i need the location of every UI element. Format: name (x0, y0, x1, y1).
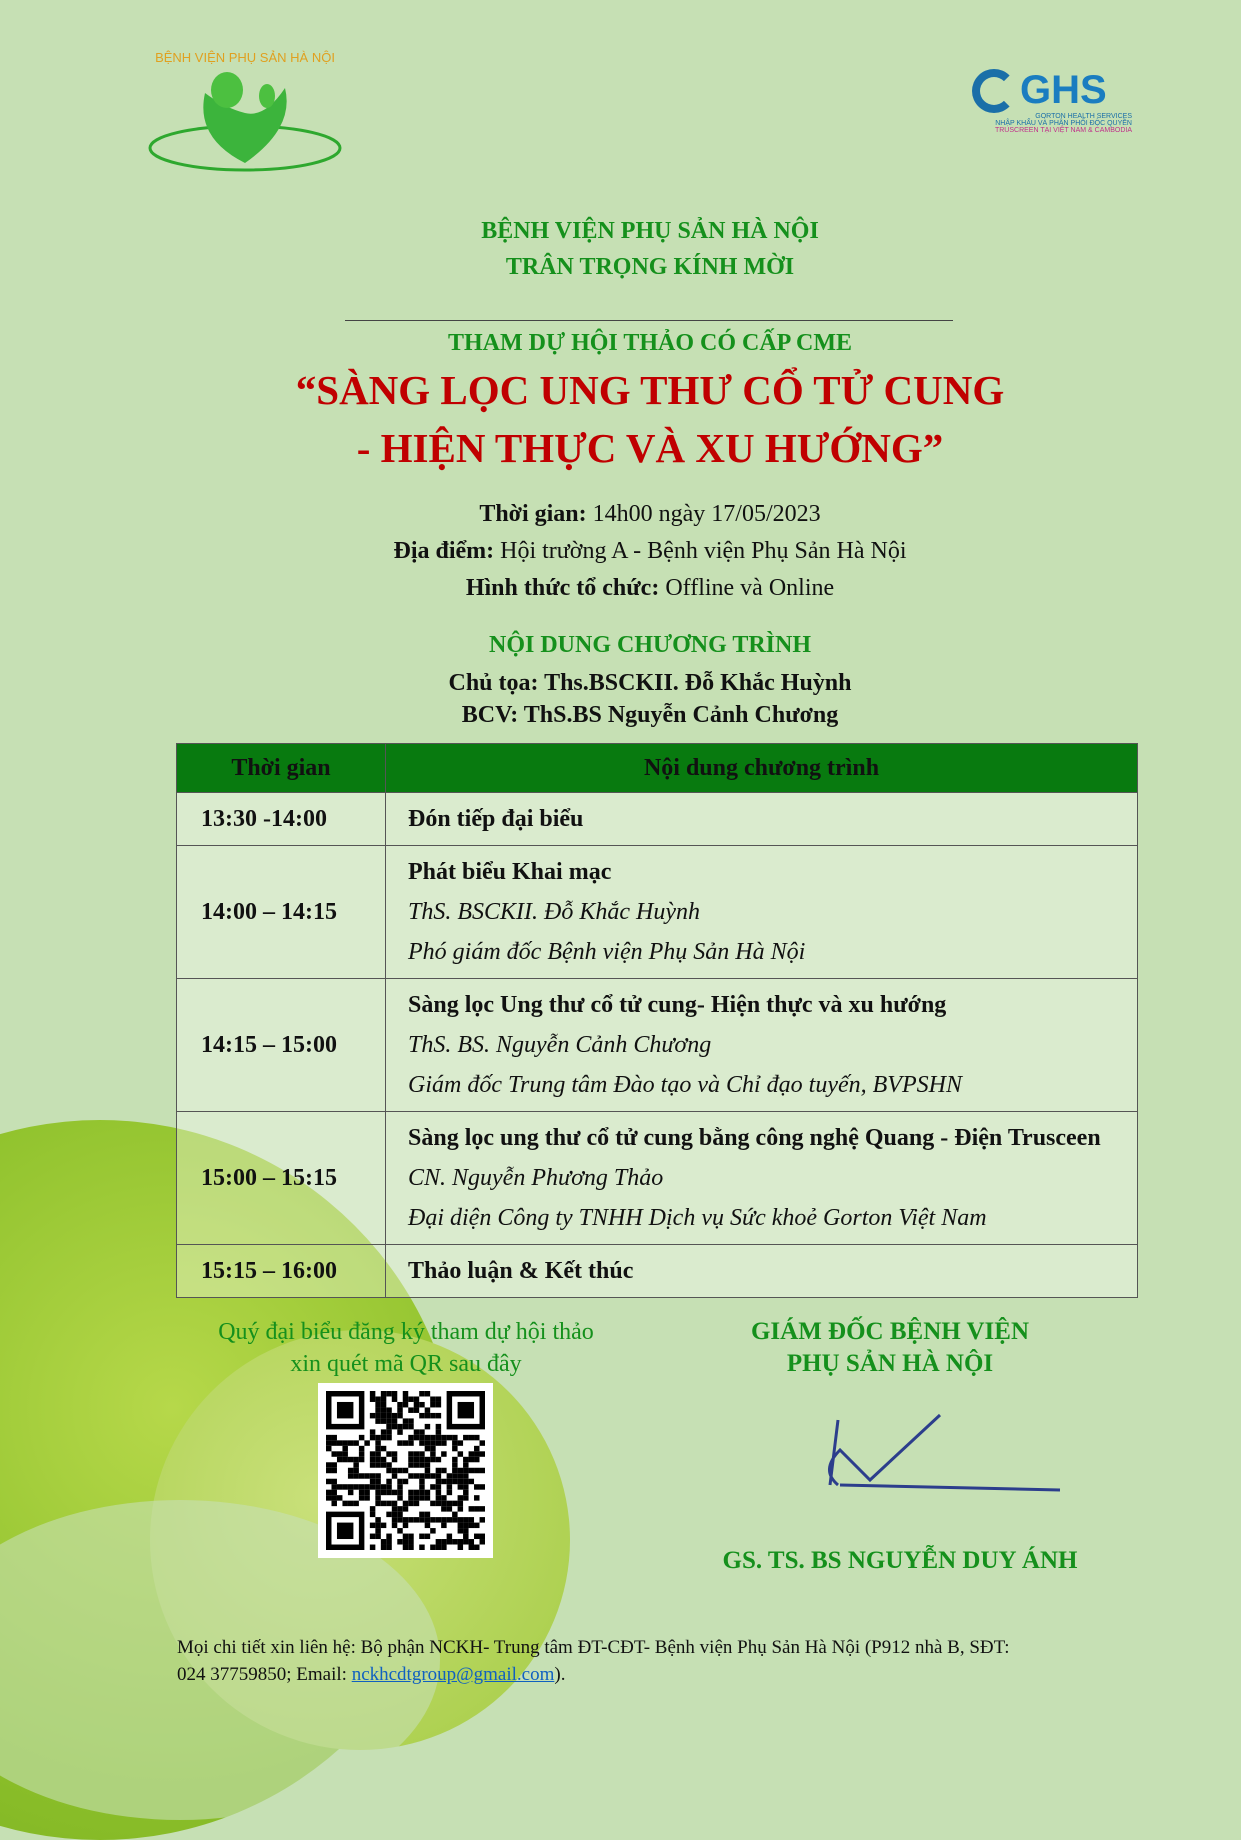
hospital-logo (145, 48, 345, 173)
ghs-logo: GHS GORTON HEALTH SERVICES NHẬP KHẨU VÀ PHÂN PHỐI ĐỘC QUYỀN TRUSCREEN TẠI VIỆT NAM & CAMBODIA (972, 68, 1132, 143)
row-time: 13:30 -14:00 (177, 793, 386, 846)
director-name: GS. TS. BS NGUYỄN DUY ÁNH (722, 1547, 1078, 1574)
time-value: 14h00 ngày 17/05/2023 (586, 501, 821, 527)
row-speaker-line: Phó giám đốc Bệnh viện Phụ Sản Hà Nội (408, 939, 806, 965)
format-value: Offline và Online (659, 575, 835, 601)
register-note: Quý đại biểu đăng ký tham dự hội thảo xin quét mã QR sau đây (218, 1319, 594, 1377)
svg-text:BỆNH VIỆN PHỤ SẢN HÀ NỘI: BỆNH VIỆN PHỤ SẢN HÀ NỘI (155, 50, 335, 65)
row-content (386, 979, 1138, 1112)
row-content (386, 846, 1138, 979)
row-time: 14:00 – 14:15 (177, 846, 386, 979)
time-label: Thời gian: (479, 501, 587, 527)
qr-code[interactable] (318, 1383, 493, 1558)
invite-line: TRÂN TRỌNG KÍNH MỜI (505, 254, 795, 280)
row-speaker-line: Giám đốc Trung tâm Đào tạo và Chỉ đạo tuyến, BVPSHN (408, 1072, 962, 1098)
bcv: BCV: ThS.BS Nguyễn Cảnh Chương (461, 702, 839, 728)
row-title: Sàng lọc Ung thư cổ tử cung- Hiện thực và xu hướng (408, 992, 947, 1018)
row-time: 15:00 – 15:15 (177, 1112, 386, 1245)
row-content (386, 1245, 1138, 1298)
row-title: Thảo luận & Kết thúc (408, 1258, 634, 1284)
ghs-swirl-icon (972, 69, 1016, 113)
footer-contact: Mọi chi tiết xin liên hệ: Bộ phận NCKH- Trung tâm ĐT-CĐT- Bệnh viện Phụ Sản Hà Nội (P912 nhà B, SĐT: 024 37759850; Email: nckhcdtgroup@gmail.com). (177, 1637, 1010, 1685)
signature-title: GIÁM ĐỐC BỆNH VIỆN PHỤ SẢN HÀ NỘI (750, 1318, 1030, 1377)
row-speaker-line: ThS. BS. Nguyễn Cảnh Chương (408, 1032, 712, 1058)
row-time: 15:15 – 16:00 (177, 1245, 386, 1298)
format-label: Hình thức tổ chức: (465, 575, 660, 601)
program-table (176, 743, 1138, 1298)
signature (810, 1400, 1070, 1505)
table-row (177, 1112, 1138, 1245)
table-row (177, 846, 1138, 979)
col-time: Thời gian (177, 744, 386, 793)
col-content: Nội dung chương trình (386, 744, 1138, 793)
hospital-name: BỆNH VIỆN PHỤ SẢN HÀ NỘI (481, 218, 819, 244)
row-title: Phát biểu Khai mạc (408, 859, 612, 885)
event-info (0, 496, 1241, 607)
title-line-1: “SÀNG LỌC UNG THƯ CỔ TỬ CUNG (295, 367, 1005, 413)
title-line-2: - HIỆN THỰC VÀ XU HƯỚNG” (356, 425, 944, 471)
location-value: Hội trường A - Bệnh viện Phụ Sản Hà Nội (494, 538, 907, 564)
row-speaker-line: ThS. BSCKII. Đỗ Khắc Huỳnh (408, 899, 700, 925)
email-link[interactable]: nckhcdtgroup@gmail.com (351, 1664, 555, 1685)
table-row (177, 793, 1138, 846)
row-content (386, 793, 1138, 846)
divider (345, 320, 953, 321)
program-heading: NỘI DUNG CHƯƠNG TRÌNH (488, 632, 812, 658)
chair: Chủ tọa: Ths.BSCKII. Đỗ Khắc Huỳnh (448, 670, 852, 696)
table-row (177, 1245, 1138, 1298)
row-content (386, 1112, 1138, 1245)
location-label: Địa điểm: (393, 538, 495, 564)
table-row (177, 979, 1138, 1112)
row-title: Sàng lọc ung thư cổ tử cung bằng công nghệ Quang - Điện Trusceen (408, 1125, 1101, 1151)
cme-line: THAM DỰ HỘI THẢO CÓ CẤP CME (447, 330, 852, 356)
row-title: Đón tiếp đại biểu (408, 806, 584, 832)
row-speaker-line: CN. Nguyễn Phương Thảo (408, 1165, 664, 1191)
row-speaker-line: Đại diện Công ty TNHH Dịch vụ Sức khoẻ Gorton Việt Nam (408, 1205, 987, 1231)
row-time: 14:15 – 15:00 (177, 979, 386, 1112)
